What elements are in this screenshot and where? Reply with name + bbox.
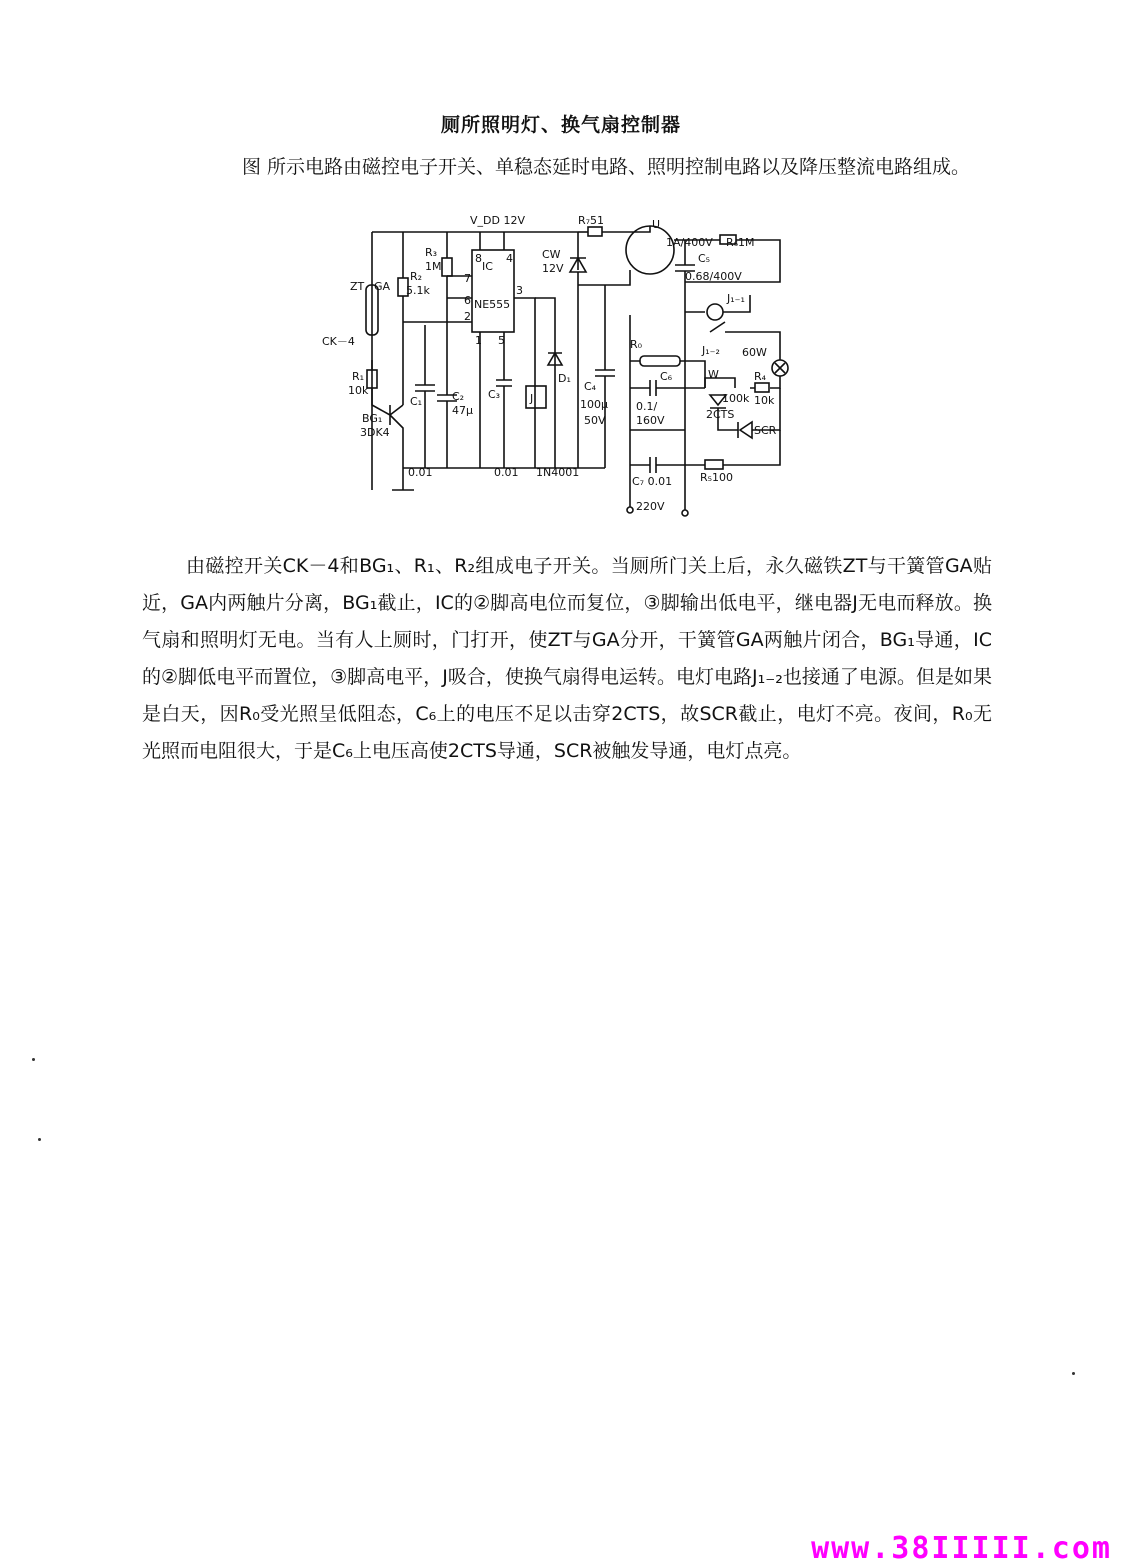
label-c6-v1: 0.1/	[636, 400, 658, 413]
label-zt: ZT	[350, 280, 365, 293]
label-scr: SCR	[754, 424, 777, 437]
label-bg1: BG₁	[362, 412, 383, 425]
label-d1: D₁	[558, 372, 571, 385]
label-pin6: 6	[464, 294, 471, 307]
label-c7: C₇ 0.01	[632, 475, 673, 488]
label-ic: IC	[482, 260, 493, 273]
label-c3-v: 0.01	[494, 466, 519, 479]
label-r4-v: 10k	[754, 394, 775, 407]
label-r2-v: 5.1k	[406, 284, 430, 297]
label-vdd: V_DD 12V	[470, 214, 525, 227]
scan-speck	[38, 1138, 41, 1141]
label-c1: C₁	[410, 395, 423, 408]
label-j12: J₁₋₂	[702, 344, 720, 357]
label-c3: C₃	[488, 388, 501, 401]
label-c6: C₆	[660, 370, 673, 383]
label-cw-v: 12V	[542, 262, 564, 275]
circuit-schematic	[322, 210, 800, 513]
label-r3: R₃	[425, 246, 438, 259]
label-c2-v: 47μ	[452, 404, 473, 417]
label-r0: R₀	[630, 338, 643, 351]
label-w-v: 100k	[722, 392, 750, 405]
watermark: www.38IIIII.com	[811, 1531, 1112, 1566]
label-c6-v2: 160V	[636, 414, 665, 427]
label-ck: CK－4	[322, 335, 355, 348]
label-c2: C₂	[452, 390, 465, 403]
label-ne555: NE555	[474, 298, 511, 311]
intro-paragraph: 图 所示电路由磁控电子开关、单稳态延时电路、照明控制电路以及降压整流电路组成。	[242, 156, 971, 178]
label-pin2: 2	[464, 310, 471, 323]
scan-speck	[1072, 1372, 1075, 1375]
label-c4: C₄	[584, 380, 597, 393]
label-c4-v1: 100μ	[580, 398, 608, 411]
label-pin8: 8	[475, 252, 482, 265]
label-c5-v: 0.68/400V	[685, 270, 742, 283]
label-w: W	[708, 368, 719, 381]
label-pin3: 3	[516, 284, 523, 297]
label-c5: C₅	[698, 252, 711, 265]
label-r3-v: 1M	[425, 260, 442, 273]
label-2cts: 2CTS	[706, 408, 735, 421]
label-u: U	[652, 218, 661, 231]
label-r1: R₁	[352, 370, 365, 383]
label-ga: GA	[374, 280, 391, 293]
label-r7: R₇51	[578, 214, 605, 227]
label-pin4: 4	[506, 252, 513, 265]
page-title: 厕所照明灯、换气扇控制器	[440, 114, 681, 136]
label-j11: J₁₋₁	[727, 292, 745, 305]
label-ia: 1A/400V	[666, 236, 713, 249]
scan-speck	[32, 1058, 35, 1061]
label-ac: 220V	[636, 500, 665, 513]
label-d1-v: 1N4001	[536, 466, 580, 479]
label-r6: R₆1M	[726, 236, 755, 249]
label-pin5: 5	[498, 334, 505, 347]
label-r5: R₅100	[700, 471, 734, 484]
label-r1-v: 10k	[348, 384, 369, 397]
label-bg1-v: 3DK4	[360, 426, 390, 439]
label-cw: CW	[542, 248, 561, 261]
label-c1-v: 0.01	[408, 466, 433, 479]
label-c4-v2: 50V	[584, 414, 606, 427]
label-pin1: 1	[475, 334, 482, 347]
label-lamp: 60W	[742, 346, 767, 359]
label-pin7: 7	[464, 272, 471, 285]
body-paragraph: 由磁控开关CK－4和BG₁、R₁、R₂组成电子开关。当厕所门关上后，永久磁铁ZT与干簧管GA贴近，GA内两触片分离，BG₁截止，IC的②脚高电位而复位，③脚输出低电平，继电器J无电而释放。换气扇和照明灯无电。当有人上厕时，门打开，使ZT与GA分开，干簧管GA两触片闭合，BG₁导通，IC的②脚低电平而置位，③脚高电平，J吸合，使换气扇得电运转。电灯电路J₁₋₂也接通了电源。但是如果是白天，因R₀受光照呈低阻态，C₆上的电压不足以击穿2CTS，故SCR截止，电灯不亮。夜间，R₀无光照而电阻很大，于是C₆上电压高使2CTS导通，SCR被触发导通，电灯点亮。	[142, 555, 992, 762]
label-relay: J	[530, 392, 534, 405]
label-r4: R₄	[754, 370, 767, 383]
label-r2: R₂	[410, 270, 423, 283]
